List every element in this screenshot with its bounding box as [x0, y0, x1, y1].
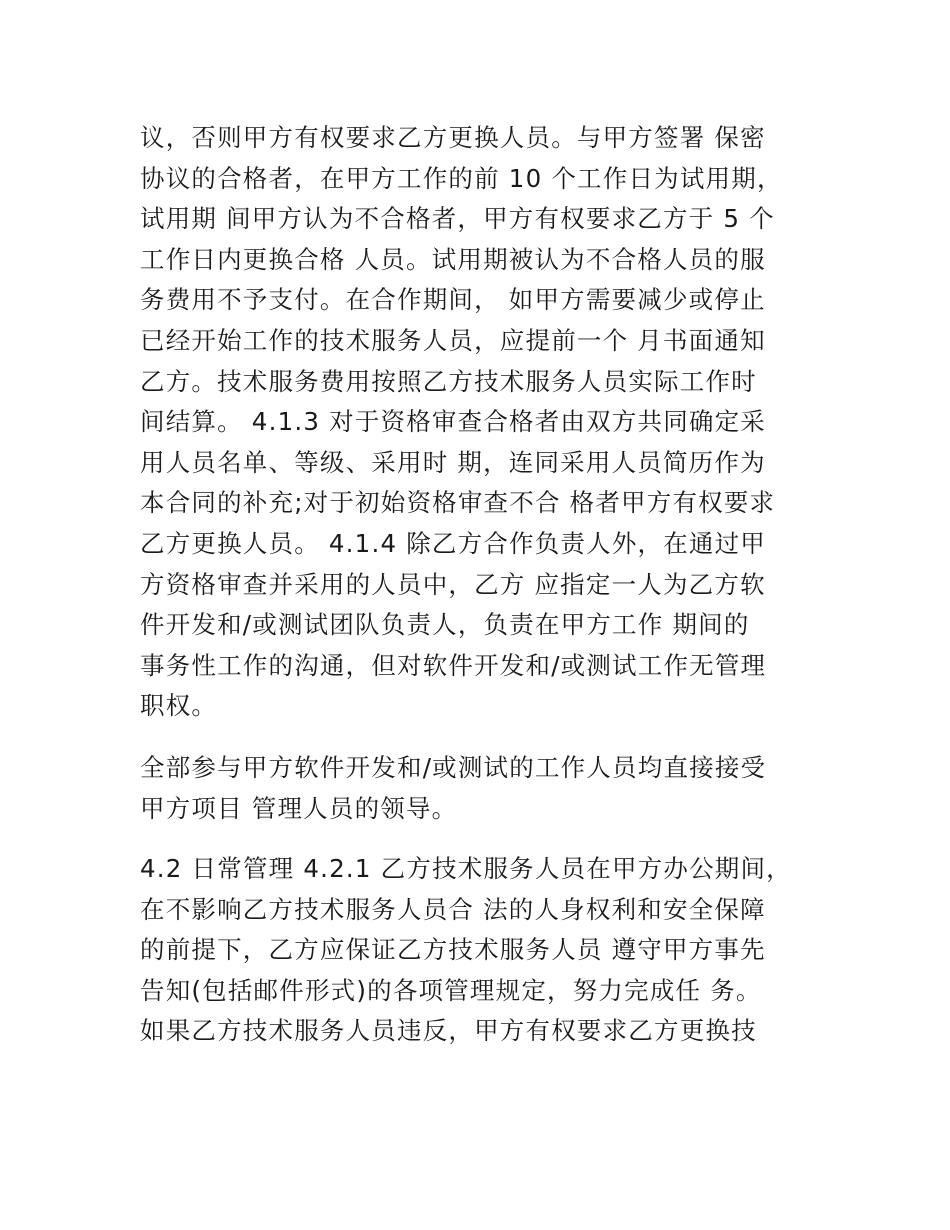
text-line: 方资格审查并采用的人员中，乙方 应指定一人为乙方软: [140, 569, 766, 599]
text-line: 已经开始工作的技术服务人员，应提前一个 月书面通知: [140, 325, 766, 355]
text-line: 工作日内更换合格 人员。试用期被认为不合格人员的服: [140, 244, 766, 274]
text-line: 务费用不予支付。在合作期间， 如甲方需要减少或停止: [140, 285, 766, 315]
text-line: 职权。: [140, 691, 218, 721]
text-line: 在不影响乙方技术服务人员合 法的人身权利和安全保障: [140, 894, 766, 924]
text-line: 乙方更换人员。 4.1.4 除乙方合作负责人外，在通过甲: [140, 528, 767, 558]
text-line: 甲方项目 管理人员的领导。: [140, 793, 458, 823]
text-line: 4.2 日常管理 4.2.1 乙方技术服务人员在甲方办公期间，: [140, 854, 792, 883]
text-line: 议，否则甲方有权要求乙方更换人员。与甲方签署 保密: [140, 123, 766, 152]
text-line: 件开发和/或测试团队负责人，负责在甲方工作 期间的: [140, 610, 750, 640]
text-line: 的前提下，乙方应保证乙方技术服务人员 遵守甲方事先: [140, 935, 766, 965]
text-line: 事务性工作的沟通，但对软件开发和/或测试工作无管理: [140, 650, 767, 680]
paragraph-personnel-qualification: [140, 118, 840, 727]
text-line: 如果乙方技术服务人员违反，甲方有权要求乙方更换技: [140, 1016, 757, 1046]
paragraph-team-leadership: [140, 748, 840, 829]
text-line: 全部参与甲方软件开发和/或测试的工作人员均直接接受: [140, 753, 767, 782]
text-line: 乙方。技术服务费用按照乙方技术服务人员实际工作时: [140, 366, 757, 396]
text-line: 协议的合格者，在甲方工作的前 10 个工作日为试用期，: [140, 163, 783, 193]
text-line: 用人员名单、等级、采用时 期，连同采用人员简历作为: [140, 447, 766, 477]
text-line: 间结算。 4.1.3 对于资格审查合格者由双方共同确定采: [140, 407, 767, 437]
text-line: 本合同的补充;对于初始资格审查不合 格者甲方有权要求: [140, 488, 776, 518]
text-line: 试用期 间甲方认为不合格者，甲方有权要求乙方于 5 个: [140, 204, 775, 234]
paragraph-daily-management: [140, 849, 840, 1052]
text-line: 告知(包括邮件形式)的各项管理规定，努力完成任 务。: [140, 975, 762, 1005]
